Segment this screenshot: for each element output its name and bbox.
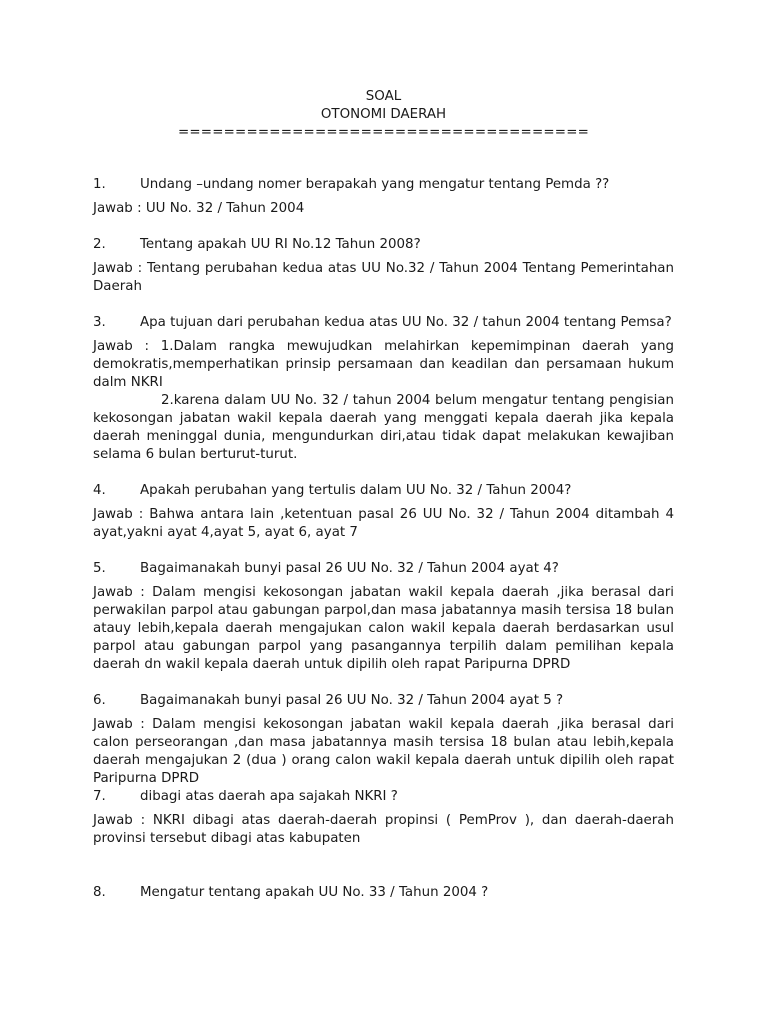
- answer-text: Jawab : NKRI dibagi atas daerah-daerah propinsi ( PemProv ), dan daerah-daerah provinsi tersebut dibagi atas kabupaten: [93, 813, 674, 846]
- question-text: dibagi atas daerah apa sajakah NKRI ?: [140, 789, 398, 804]
- question-text: Mengatur tentang apakah UU No. 33 / Tahun 2004 ?: [140, 885, 489, 900]
- answer: [93, 260, 674, 296]
- question-number: 3.: [93, 315, 106, 330]
- question-text: Undang –undang nomer berapakah yang mengatur tentang Pemda ??: [140, 177, 610, 192]
- question: [93, 560, 674, 578]
- qa-item-4: [93, 482, 674, 542]
- question: [93, 788, 674, 806]
- answer: [93, 338, 674, 464]
- answer: [93, 716, 674, 788]
- qa-item-1: [93, 176, 674, 218]
- answer-text: Jawab : Dalam mengisi kekosongan jabatan wakil kepala daerah ,jika berasal dari calon perseorangan ,dan masa jabatannya masih tersisa 18 bulan atau lebih,kepala daerah mengajukan 2 (dua ) orang calon wakil kepala daerah untuk dipilih oleh rapat Paripurna DPRD: [93, 717, 674, 786]
- qa-item-3: [93, 314, 674, 464]
- answer-text: Jawab : Dalam mengisi kekosongan jabatan wakil kepala daerah ,jika berasal dari perwakilan parpol atau gabungan parpol,dan masa jabatannya masih tersisa 18 bulan atauy lebih,kepala daerah mengajukan calon wakil kepala daerah berdasarkan usul parpol atau gabungan parpol yang pasangannya terpilih dalam pemilihan kepala daerah dn wakil kepala daerah untuk dipilih oleh rapat Paripurna DPRD: [93, 585, 674, 672]
- question-number: 1.: [93, 177, 106, 192]
- question-text: Bagaimanakah bunyi pasal 26 UU No. 32 / Tahun 2004 ayat 4?: [140, 561, 559, 576]
- question-number: 2.: [93, 237, 106, 252]
- answer: [93, 584, 674, 674]
- question-text: Apa tujuan dari perubahan kedua atas UU No. 32 / tahun 2004 tentang Pemsa?: [140, 315, 672, 330]
- question: [93, 692, 674, 710]
- qa-item-8: [93, 884, 674, 902]
- qa-item-5: [93, 560, 674, 674]
- question-number: 5.: [93, 561, 106, 576]
- answer-text: Jawab : UU No. 32 / Tahun 2004: [93, 201, 305, 216]
- header-rule: ====================================: [177, 125, 590, 140]
- question: [93, 236, 674, 254]
- answer: [93, 506, 674, 542]
- qa-item-7: [93, 788, 674, 848]
- question: [93, 482, 674, 500]
- question-text: Apakah perubahan yang tertulis dalam UU No. 32 / Tahun 2004?: [140, 483, 572, 498]
- question-number: 7.: [93, 789, 106, 804]
- question-text: Bagaimanakah bunyi pasal 26 UU No. 32 / Tahun 2004 ayat 5 ?: [140, 693, 564, 708]
- question: [93, 314, 674, 332]
- question-number: 4.: [93, 483, 106, 498]
- question: [93, 884, 674, 902]
- qa-item-6: [93, 692, 674, 788]
- qa-item-2: [93, 236, 674, 296]
- question-number: 6.: [93, 693, 106, 708]
- answer-text: Jawab : 1.Dalam rangka mewujudkan melahirkan kepemimpinan daerah yang demokratis,memperhatikan prinsip persamaan dan keadilan dan persamaan hukum dalm NKRI: [93, 339, 674, 390]
- answer: [93, 812, 674, 848]
- answer-text-continued: 2.karena dalam UU No. 32 / tahun 2004 belum mengatur tentang pengisian kekosongan jabatan wakil kepala daerah yang menggati kepala daerah jika kepala daerah meninggal dunia, mengundurkan diri,atau tidak dapat melakukan kewajiban selama 6 bulan berturut-turut.: [93, 393, 674, 462]
- document-header: [93, 88, 674, 142]
- answer: [93, 200, 674, 218]
- question: [93, 176, 674, 194]
- document-subtitle: OTONOMI DAERAH: [320, 107, 447, 122]
- document-title: SOAL: [365, 89, 402, 104]
- answer-text: Jawab : Bahwa antara lain ,ketentuan pasal 26 UU No. 32 / Tahun 2004 ditambah 4 ayat,yakni ayat 4,ayat 5, ayat 6, ayat 7: [93, 507, 674, 540]
- question-number: 8.: [93, 885, 106, 900]
- answer-text: Jawab : Tentang perubahan kedua atas UU No.32 / Tahun 2004 Tentang Pemerintahan Daerah: [93, 261, 674, 294]
- question-text: Tentang apakah UU RI No.12 Tahun 2008?: [140, 237, 421, 252]
